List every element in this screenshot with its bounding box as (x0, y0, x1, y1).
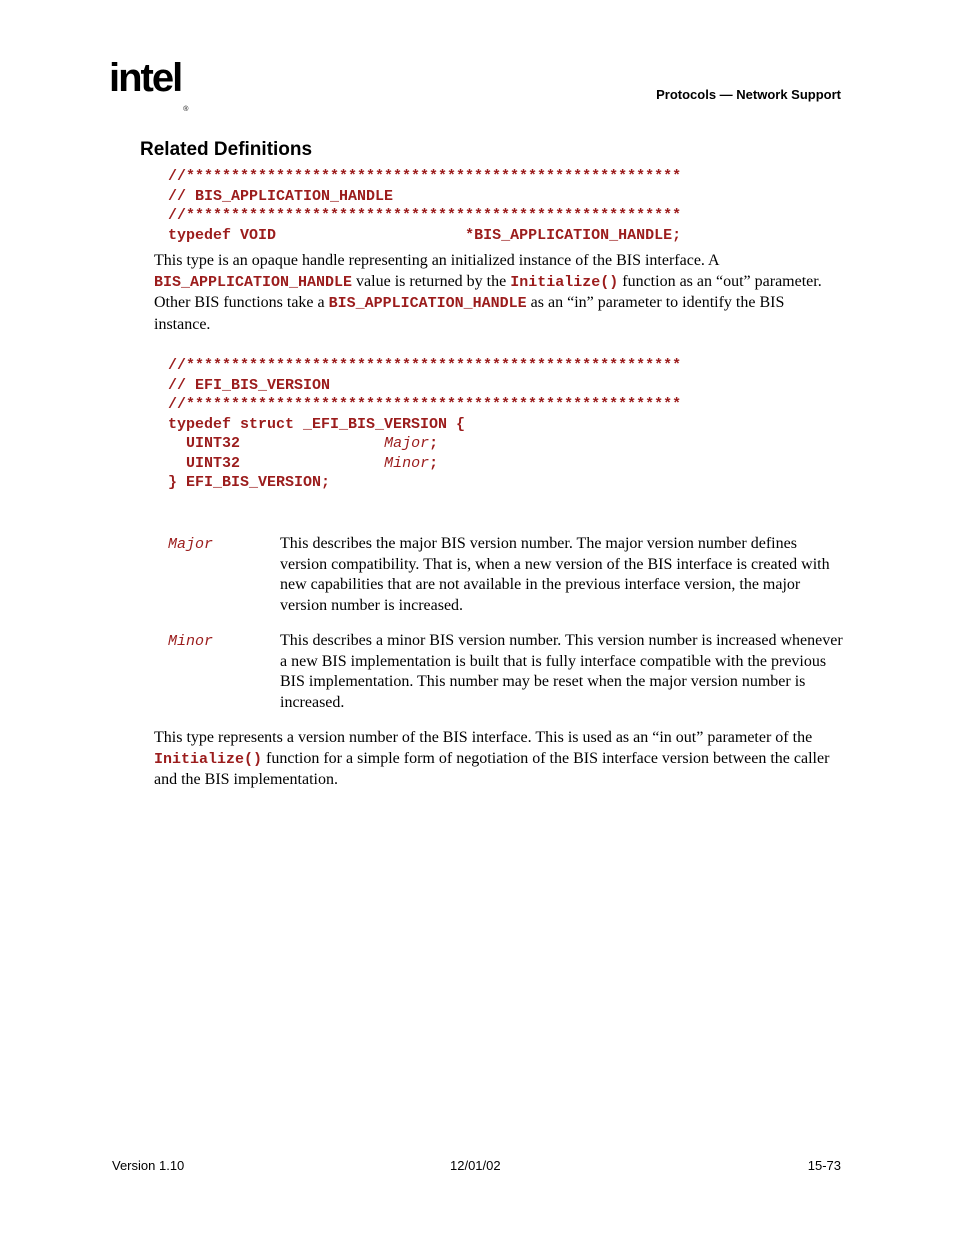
footer-page-number: 15-73 (807, 1158, 841, 1173)
footer-date: 12/01/02 (450, 1158, 501, 1173)
related-definitions-heading: Related Definitions (140, 139, 313, 160)
version-description: This type represents a version number of the BIS interface. This is used as an “in out” parameter of the Initialize() function for a simple form of negotiation of the BIS interface version between the caller and the BIS implementation. (154, 729, 830, 788)
handle-description: This type is an opaque handle representing an initialized instance of the BIS interface. A BIS_APPLICATION_HANDLE value is returned by the Initialize() function as an “out” parameter. Other BIS functions take a BIS_APPLICATION_HANDLE as an “in” parameter to identify the BIS instance. (154, 252, 822, 333)
field-desc-minor: This describes a minor BIS version number. This version number is increased whenever a new BIS implementation is built that is fully interface compatible with the previous BIS implementation. This number may be reset when the major version number is increased. (280, 632, 843, 711)
intel-logo: intel$_®$ (109, 56, 189, 113)
header-section-title: Protocols — Network Support (656, 87, 841, 102)
field-term-minor: Minor (168, 633, 214, 650)
field-desc-major: This describes the major BIS version number. The major version number defines version compatibility. That is, when a new version of the BIS interface is created with new capabilities that are not available in the previous interface version, the major version number is increased. (280, 535, 830, 614)
footer-version: Version 1.10 (112, 1158, 185, 1173)
code-block-version: //******************************************************* // EFI_BIS_VERSION //******************************************************* typedef struct _EFI_BIS_VERSION { UINT32 Major; UINT32 Minor; } EFI_BIS_VERSION; (168, 357, 682, 491)
code-block-handle: //******************************************************* // BIS_APPLICATION_HANDLE //******************************************************* typedef VOID *BIS_APPLICATION_HANDLE; (168, 168, 682, 244)
field-term-major: Major (168, 536, 214, 553)
